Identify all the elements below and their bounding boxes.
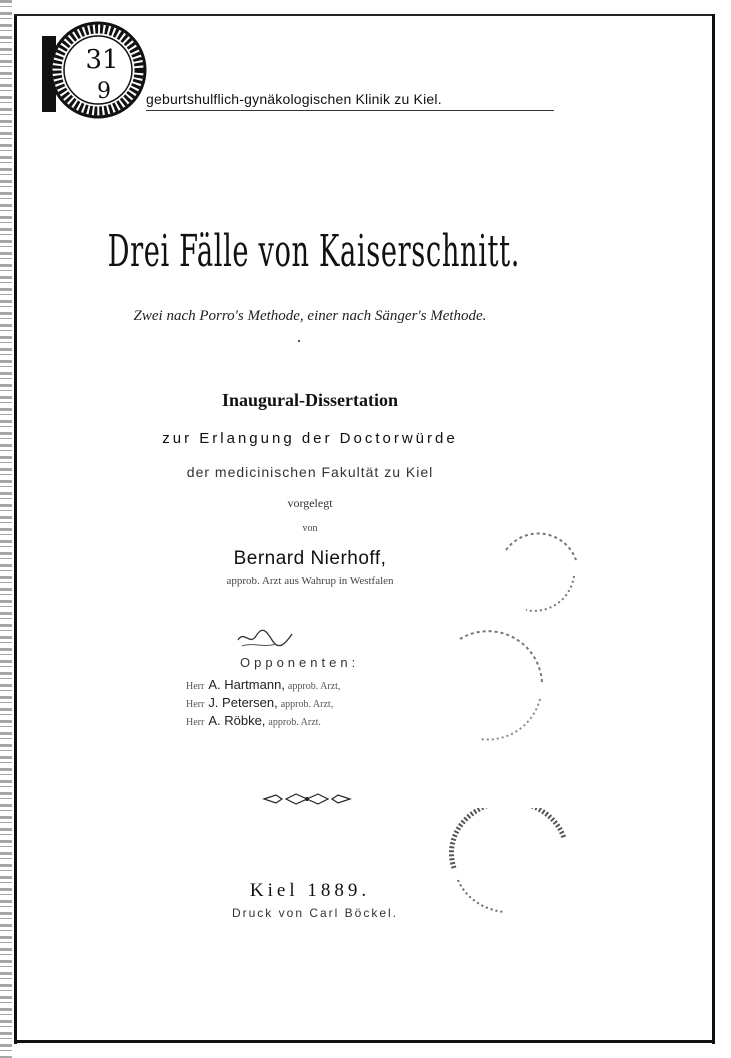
author-name: Bernard Nierhoff,	[233, 548, 387, 569]
opponent-name: A. Hartmann,	[208, 677, 285, 692]
opponent-row	[186, 694, 466, 712]
bleed-through-stamp-3	[444, 808, 574, 918]
opponent-name: J. Petersen,	[208, 695, 278, 710]
header-rule	[146, 110, 554, 111]
decorative-ornament	[262, 792, 352, 806]
printer-line: Druck von Carl Böckel.	[231, 906, 399, 920]
place-year: Kiel 1889.	[249, 880, 371, 901]
stamp-number-top: 31	[85, 45, 119, 75]
stamp-number-bottom: 9	[97, 79, 111, 104]
opponent-suffix: approb. Arzt,	[287, 681, 341, 692]
purpose-line: zur Erlangung der Doctorwürde	[162, 430, 458, 447]
subtitle: Zwei nach Porro's Methode, einer nach Sänger's Methode.	[133, 308, 487, 324]
library-stamp	[42, 20, 150, 120]
presented-line: vorgelegt	[287, 496, 333, 510]
by-line: von	[302, 523, 318, 534]
page-border-left	[14, 14, 17, 1044]
handwritten-mark	[236, 626, 296, 652]
page-border-bottom	[14, 1040, 715, 1043]
bleed-through-stamp-1	[486, 520, 582, 616]
scan-edge-noise	[0, 0, 12, 1058]
opponent-prefix: Herr	[186, 699, 205, 710]
faculty-line: der medicinischen Fakultät zu Kiel	[186, 464, 434, 480]
speck	[298, 340, 300, 342]
opponents-list	[186, 676, 466, 730]
opponent-row	[186, 712, 466, 730]
author-detail: approb. Arzt aus Wahrup in Westfalen	[226, 575, 394, 587]
page-border-right	[712, 14, 715, 1044]
opponent-name: A. Röbke,	[208, 713, 266, 728]
main-title: Drei Fälle von Kaiserschnitt.	[107, 226, 521, 277]
institution-header: geburtshulflich-gynäkologischen Klinik zu Kiel.	[146, 91, 442, 107]
opponents-label: Opponenten:	[240, 655, 360, 670]
opponent-prefix: Herr	[186, 717, 205, 728]
opponent-suffix: approb. Arzt.	[268, 717, 321, 728]
opponent-prefix: Herr	[186, 681, 205, 692]
bleed-through-stamp-2	[430, 625, 550, 745]
page-border-top	[14, 14, 714, 16]
opponent-row	[186, 676, 466, 694]
opponent-suffix: approb. Arzt,	[280, 699, 334, 710]
dissertation-heading: Inaugural-Dissertation	[221, 390, 398, 410]
